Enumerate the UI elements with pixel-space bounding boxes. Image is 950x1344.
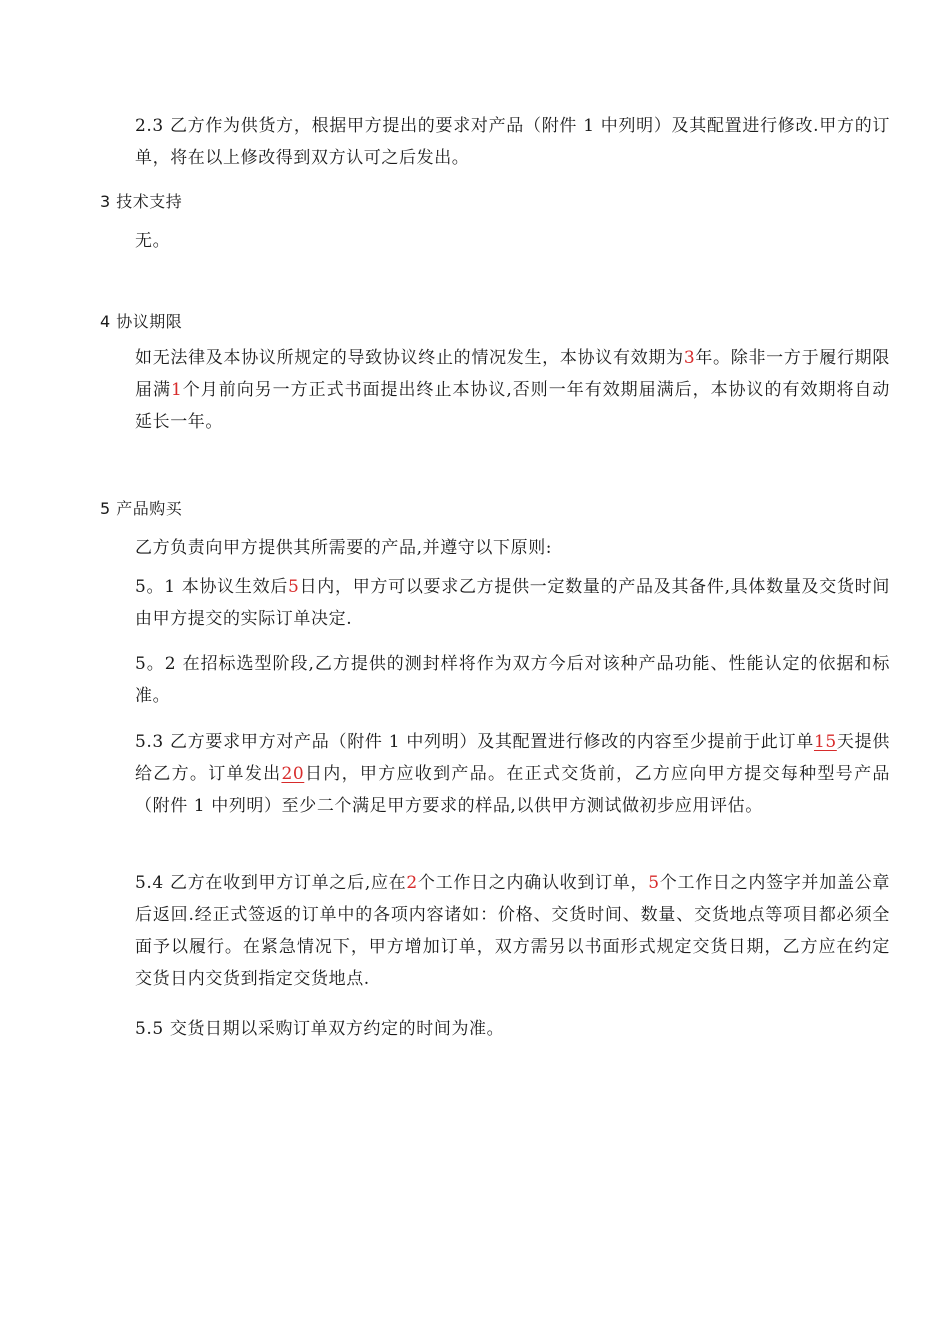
advance-days-value: 15 <box>813 732 837 752</box>
delivery-days-value: 20 <box>281 764 305 784</box>
clause-5-4-text-2: 个工作日之内确认收到订单， <box>417 873 649 893</box>
clause-5-3-text-2: 天提供给乙方。订单发出 <box>135 732 890 784</box>
section-3-body: 无。 <box>135 231 171 251</box>
clause-5-5-text: 5.5 交货日期以采购订单双方约定的时间为准。 <box>135 1019 505 1039</box>
section-4-heading: 4 协议期限 <box>100 312 183 331</box>
clause-5-3 <box>135 726 890 822</box>
clause-5-4 <box>135 867 890 995</box>
section-5-intro: 乙方负责向甲方提供其所需要的产品,并遵守以下原则: <box>135 538 553 558</box>
clause-5-4-text-3: 个工作日之内签字并加盖公章后返回.经正式签返的订单中的各项内容诸如：价格、交货时间、数量、交货地点等项目都必须全面予以履行。在紧急情况下，甲方增加订单，双方需另以书面形式规定交货日期，乙方应在约定交货日内交货到指定交货地点. <box>135 873 890 989</box>
clause-5-4-text-1: 5.4 乙方在收到甲方订单之后,应在 <box>135 873 407 893</box>
section-4-text-3: 个月前向另一方正式书面提出终止本协议,否则一年有效期届满后，本协议的有效期将自动延长一年。 <box>135 380 891 432</box>
term-years-value: 3 <box>683 348 696 368</box>
notice-months-value: 1 <box>170 380 183 400</box>
clause-5-1-text-2: 日内，甲方可以要求乙方提供一定数量的产品及其备件,具体数量及交货时间由甲方提交的实际订单决定. <box>135 577 890 629</box>
clause-2-3 <box>135 110 890 174</box>
clause-5-1 <box>135 571 890 635</box>
effective-days-value: 5 <box>288 577 300 597</box>
clause-5-3-text-3: 日内，甲方应收到产品。在正式交货前，乙方应向甲方提交每种型号产品（附件 1 中列明）至少二个满足甲方要求的样品,以供甲方测试做初步应用评估。 <box>135 764 890 816</box>
section-3-heading: 3 技术支持 <box>100 192 183 211</box>
clause-5-2 <box>135 648 890 712</box>
section-4-text-1: 如无法律及本协议所规定的导致协议终止的情况发生，本协议有效期为 <box>135 348 684 368</box>
sign-days-value: 5 <box>648 873 660 893</box>
confirm-days-value: 2 <box>406 873 418 893</box>
clause-2-3-text: 2.3 乙方作为供货方，根据甲方提出的要求对产品（附件 1 中列明）及其配置进行修改.甲方的订单，将在以上修改得到双方认可之后发出。 <box>135 116 890 168</box>
clause-5-1-text-1: 5。1 本协议生效后 <box>135 577 289 597</box>
clause-5-5 <box>135 1013 890 1045</box>
section-4-body <box>135 342 890 438</box>
section-5-heading: 5 产品购买 <box>100 499 183 518</box>
clause-5-3-text-1: 5.3 乙方要求甲方对产品（附件 1 中列明）及其配置进行修改的内容至少提前于此订单 <box>135 732 814 752</box>
section-4-text-2: 年。除非一方于履行期限届满 <box>135 348 890 400</box>
clause-5-2-text: 5。2 在招标选型阶段,乙方提供的测封样将作为双方今后对该种产品功能、性能认定的依据和标准。 <box>135 654 890 706</box>
